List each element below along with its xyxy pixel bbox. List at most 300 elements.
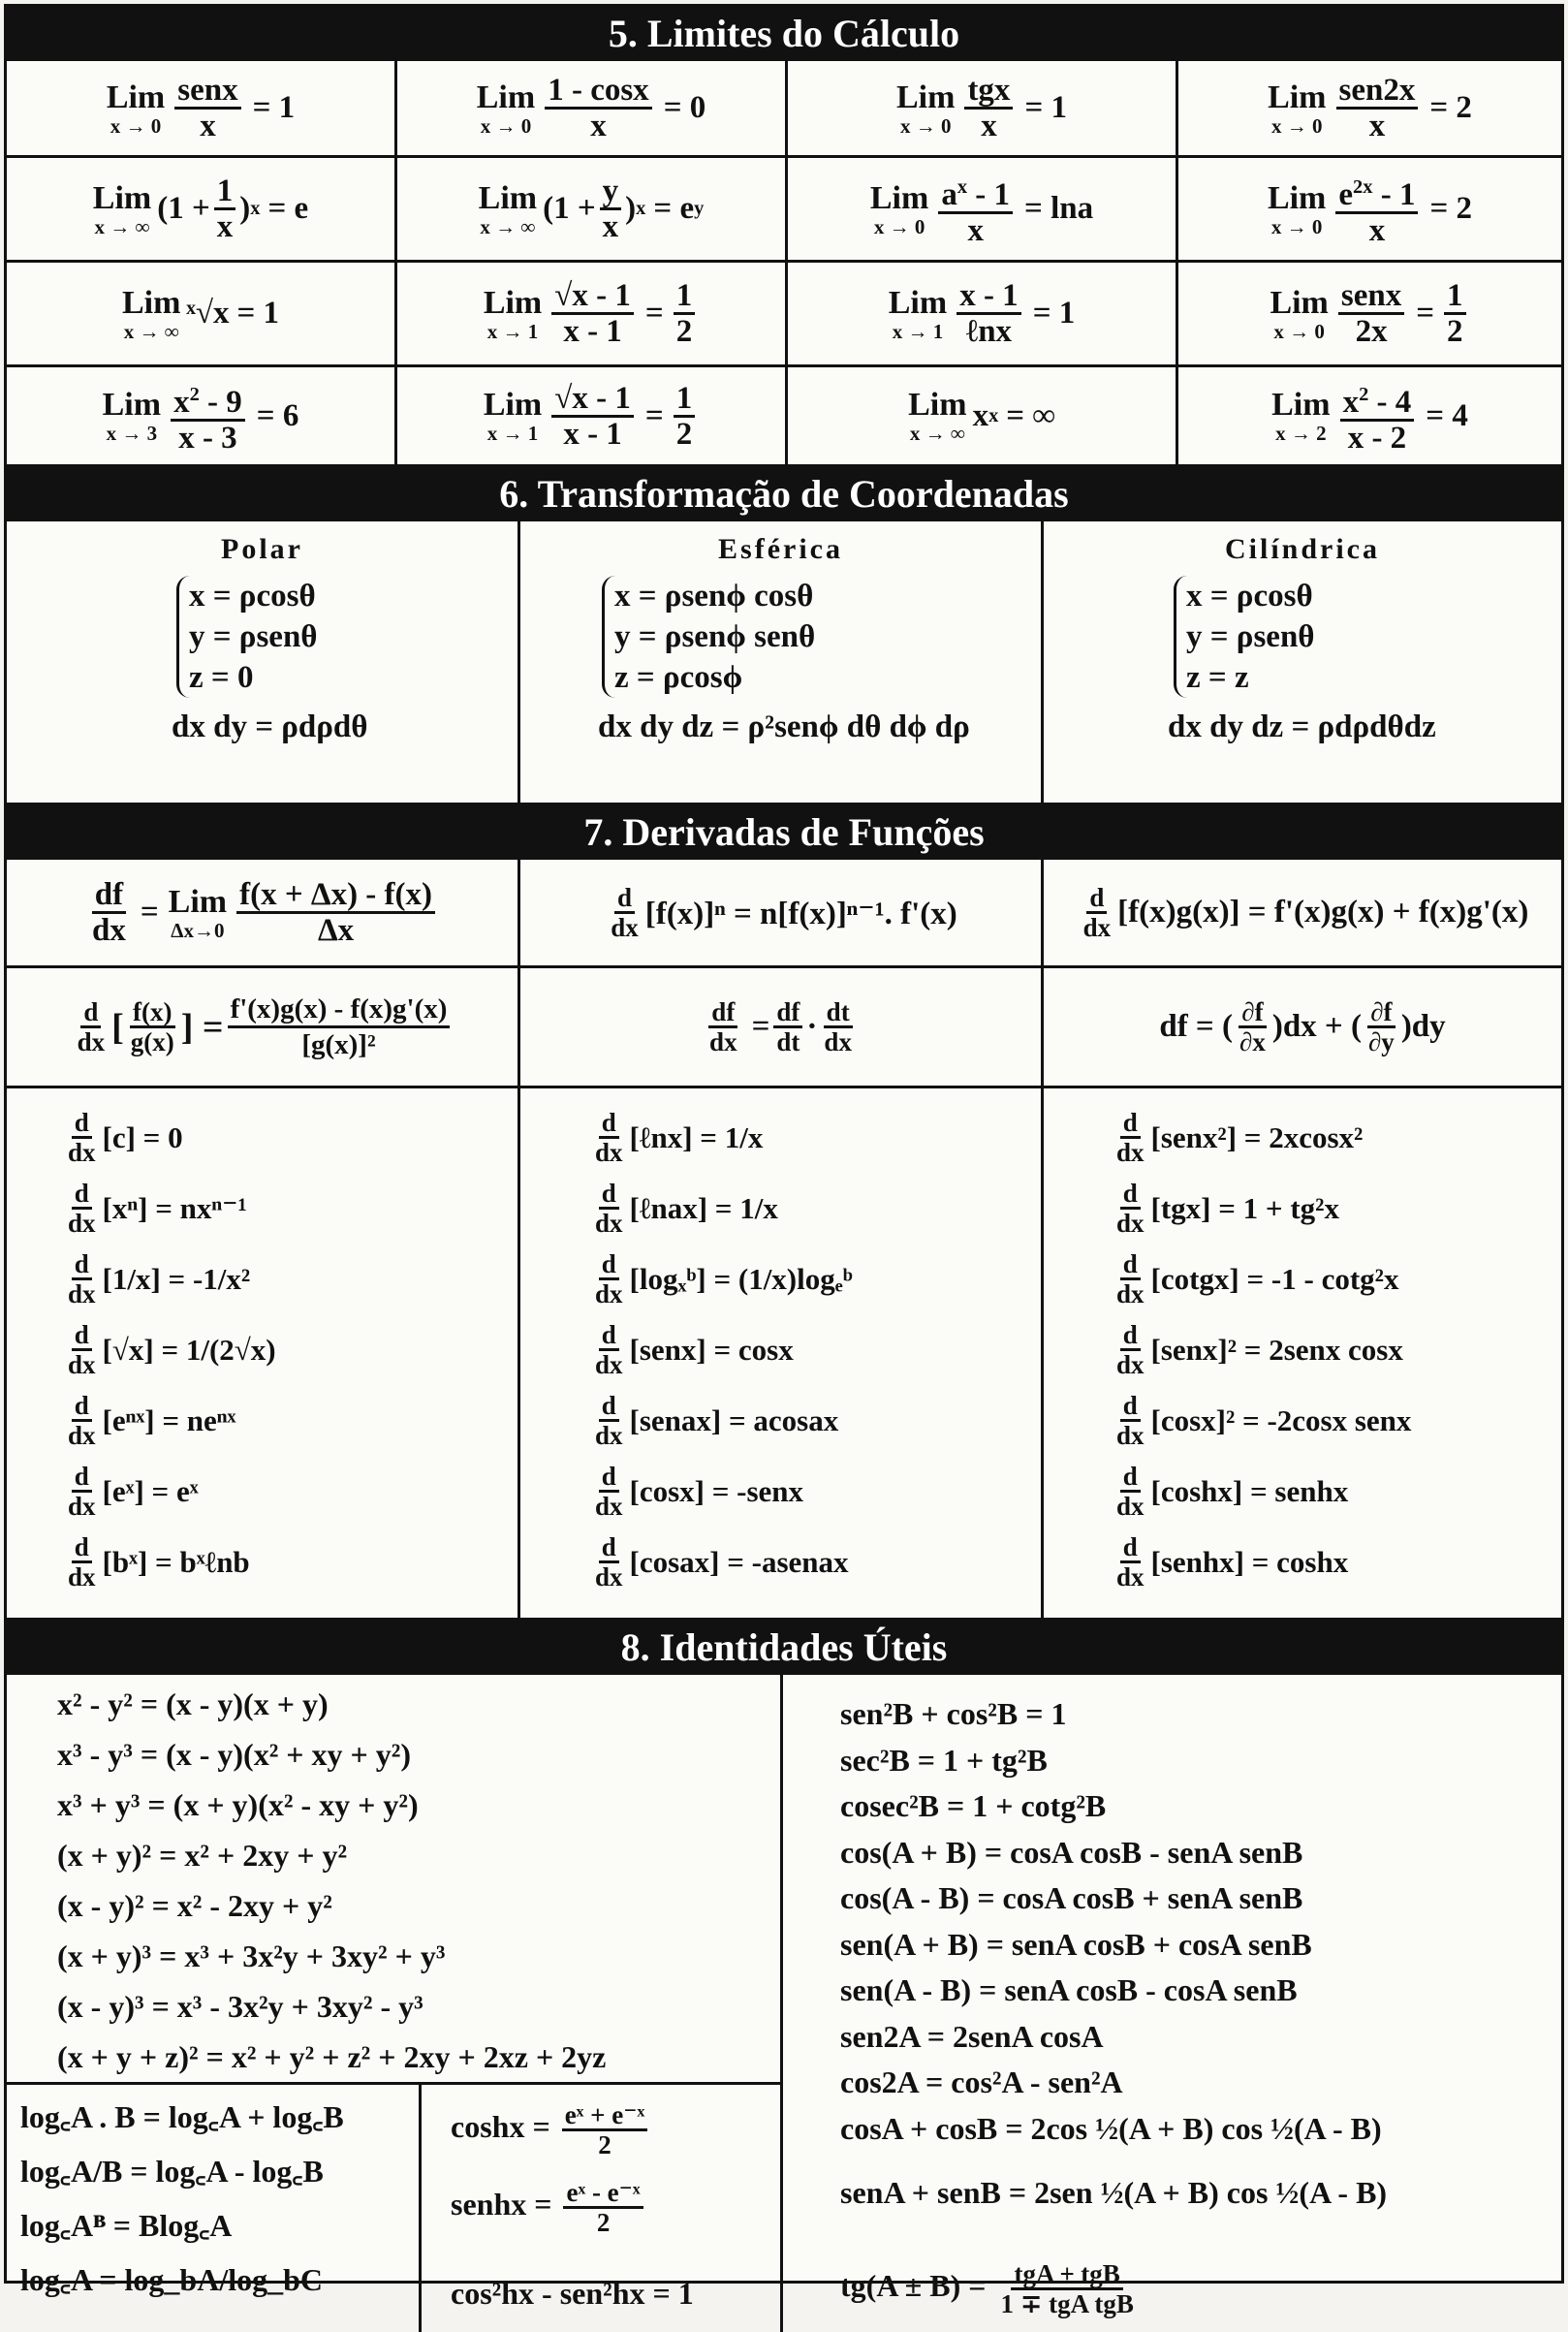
- derivative-formula: [61, 1244, 517, 1314]
- limit-word: Lim: [476, 79, 536, 115]
- derivatives-table: [7, 860, 1561, 1088]
- polar-eq-z: z = 0: [189, 660, 254, 695]
- limit-cell: [397, 263, 788, 367]
- limit-subscript: x → 3: [106, 422, 158, 445]
- dt-dx: [821, 998, 855, 1056]
- fraction-denominator: x: [200, 109, 216, 143]
- fraction-denominator: 1 ∓ tgA tgB: [1000, 2289, 1134, 2318]
- limit-subscript: x → 0: [1271, 113, 1323, 138]
- limit-result: = 2: [1429, 90, 1472, 125]
- fraction-denominator: dx: [595, 1492, 623, 1521]
- limit-cell: [1178, 158, 1561, 263]
- fraction-denominator: dx: [1116, 1562, 1145, 1591]
- limit-expression: (1 +: [543, 191, 596, 226]
- limit-subscript: x → 0: [1270, 214, 1323, 238]
- fraction-numerator: [214, 174, 236, 210]
- derivative-text: [1/x] = -1/x²: [102, 1262, 251, 1296]
- result-fraction: [674, 382, 696, 451]
- polar-jacobian: dx dy = ρdρdθ: [172, 709, 368, 744]
- limit-result: = e: [267, 191, 309, 226]
- trig-identity: sen(A - B) = senA cosB - cosA senB: [840, 1972, 1298, 2007]
- fraction-numerator: tgA ± tgB: [1011, 2260, 1122, 2290]
- fraction-numerator: d: [1086, 884, 1107, 914]
- derivative-formula: [588, 1314, 1041, 1385]
- senh-fraction: [563, 2179, 643, 2236]
- d-dx-operator: [65, 1392, 99, 1449]
- derivative-formula: [61, 1102, 517, 1173]
- d-dx-operator: [65, 1109, 99, 1166]
- limit-word: Lim: [1271, 387, 1331, 423]
- fraction-denominator: dx: [595, 1209, 623, 1238]
- limit-result: =: [1416, 296, 1435, 331]
- trig-identity: cos(A - B) = cosA cosB + senA senB: [840, 1880, 1303, 1915]
- derivative-formula: [588, 1456, 1041, 1527]
- derivative-text: [senhx] = coshx: [1150, 1545, 1349, 1579]
- d-dx-operator: [65, 1180, 99, 1237]
- algebraic-identity: (x + y + z)² = x² + y² + z² + 2xy + 2xz + 2yz: [57, 2039, 607, 2074]
- numerator-text: a: [941, 177, 957, 212]
- fraction-denominator: 2: [596, 2208, 611, 2237]
- limit-operator: [1271, 388, 1330, 444]
- numerator-text: x: [1342, 384, 1360, 420]
- numerator-text: x: [173, 384, 190, 420]
- fraction-numerator: f(x): [130, 998, 174, 1028]
- derivative-formula: [588, 1527, 1041, 1597]
- limit-result: =: [644, 397, 664, 433]
- quotient-rule: [7, 968, 520, 1088]
- algebraic-identity: (x - y)³ = x³ - 3x²y + 3xy² - y³: [57, 1989, 423, 2024]
- fraction-denominator: dx: [1116, 1350, 1145, 1379]
- fraction-denominator: dx: [68, 1492, 96, 1521]
- limit-result: = ∞: [1006, 397, 1055, 433]
- numerator-exponent: x: [956, 176, 968, 198]
- difference-quotient: [236, 878, 435, 947]
- fraction-numerator: d: [599, 1250, 619, 1280]
- d-dx-operator: [592, 1250, 626, 1308]
- derivative-text: [senax] = acosax: [629, 1403, 839, 1437]
- fraction-numerator: [551, 382, 634, 418]
- derivative-formula: [588, 1244, 1041, 1314]
- derivative-list: [520, 1088, 1041, 1597]
- total-diff-part: )dx + (: [1271, 1009, 1362, 1044]
- fraction-numerator: eˣ - e⁻ˣ: [563, 2179, 643, 2209]
- derivative-text: [senx] = cosx: [629, 1333, 794, 1367]
- fraction-numerator: d: [1120, 1180, 1141, 1210]
- result-fraction: [674, 279, 696, 348]
- derivative-text: [ℓnax] = 1/x: [629, 1191, 778, 1225]
- partial-x: [1237, 998, 1269, 1056]
- fraction-denominator: dx: [68, 1421, 96, 1450]
- limit-expression: x: [972, 397, 989, 433]
- limit-cell: [1178, 61, 1561, 158]
- limit-subscript: x → 0: [480, 113, 532, 138]
- limit-subscript: Δx→0: [171, 918, 225, 942]
- fraction-denominator: x - 1: [563, 416, 622, 452]
- result-fraction: [1444, 279, 1466, 348]
- trig-identity: cos(A + B) = cosA cosB - senA senB: [840, 1834, 1303, 1870]
- cylindrical-jacobian: dx dy dz = ρdρdθdz: [1168, 709, 1436, 744]
- limit-expression: (1 +: [157, 191, 210, 226]
- derivative-text: [ℓnx] = 1/x: [629, 1120, 764, 1154]
- d-dx-operator: [1113, 1392, 1147, 1449]
- identities-area: [7, 1675, 1561, 2332]
- fraction-denominator: x - 1: [563, 314, 622, 349]
- df-dx-fraction: [89, 878, 129, 947]
- algebraic-identity: x² - y² = (x - y)(x + y): [57, 1686, 329, 1721]
- spherical-eq-y: y = ρsenϕ senθ: [614, 619, 816, 654]
- limit-word: Lim: [121, 284, 181, 321]
- limit-subscript: x → ∞: [94, 214, 150, 238]
- limit-operator: [103, 388, 161, 444]
- numerator-tail: - 1: [1372, 177, 1416, 212]
- fraction-denominator: x: [967, 213, 984, 248]
- limit-word: Lim: [1270, 284, 1329, 321]
- limit-operator: [484, 388, 542, 444]
- fraction-numerator: 1: [674, 279, 696, 315]
- fraction-denominator: Δx: [317, 913, 355, 948]
- cylindrical-eq-z: z = z: [1186, 660, 1249, 695]
- numerator-exponent: 2x: [1353, 176, 1373, 198]
- fraction-denominator: dx: [77, 1027, 106, 1056]
- logarithm-identity: log꜀A/B = log꜀A - log꜀B: [20, 2154, 324, 2189]
- derivative-text: [senx²] = 2xcosx²: [1150, 1120, 1364, 1154]
- limit-operator: [107, 80, 165, 137]
- numerator-text: tgx: [967, 73, 1011, 108]
- fraction-numerator: d: [72, 1321, 92, 1351]
- derivative-formula: [588, 1102, 1041, 1173]
- power-rule-text: [f(x)]ⁿ = n[f(x)]ⁿ⁻¹. f'(x): [644, 896, 957, 931]
- section-header-derivatives: 7. Derivadas de Funções: [7, 805, 1561, 860]
- row-divider: [7, 2082, 780, 2085]
- fraction-numerator: [956, 279, 1021, 315]
- trig-identity: cosec²B = 1 + cotg²B: [840, 1788, 1107, 1823]
- limit-operator: [889, 286, 947, 342]
- f-over-g: [128, 998, 177, 1056]
- limit-operator: [1270, 286, 1328, 342]
- trig-identity: senA + senB = 2sen ½(A + B) cos ½(A - B): [840, 2175, 1388, 2210]
- derivative-formula: [1110, 1173, 1561, 1244]
- polar-eq-y: y = ρsenθ: [189, 619, 318, 654]
- spherical-jacobian: dx dy dz = ρ²senϕ dθ dϕ dρ: [598, 709, 970, 744]
- numerator-text: y: [602, 173, 619, 208]
- bracket-open: [: [111, 1006, 124, 1048]
- spherical-eq-z: z = ρcosϕ: [614, 660, 743, 695]
- limit-result: = 2: [1429, 191, 1473, 226]
- fraction-numerator: eˣ + e⁻ˣ: [562, 2101, 648, 2131]
- limit-fraction: [174, 74, 240, 142]
- d-dx-operator: [65, 1533, 99, 1591]
- fraction-denominator: 2: [1447, 314, 1463, 349]
- fraction-numerator: ∂f: [1239, 998, 1266, 1028]
- fraction-denominator: dx: [595, 1350, 623, 1379]
- equals-sign: =: [751, 1009, 770, 1044]
- fraction-numerator: 1: [1444, 279, 1466, 315]
- section-header-identities: 8. Identidades Úteis: [7, 1621, 1561, 1675]
- d-dx-operator: [592, 1321, 626, 1378]
- cylindrical-eq-y: y = ρsenθ: [1186, 619, 1315, 654]
- trig-identity: cosA + cosB = 2cos ½(A + B) cos ½(A - B): [840, 2111, 1382, 2146]
- fraction-denominator: x: [216, 209, 234, 244]
- fraction-numerator: d: [599, 1109, 619, 1139]
- derivative-formula: [61, 1314, 517, 1385]
- fraction-numerator: d: [72, 1109, 92, 1139]
- column-divider: [780, 1675, 783, 2332]
- fraction-denominator: 2: [598, 2130, 612, 2159]
- bracket-close: ] =: [180, 1006, 224, 1048]
- numerator-text: 1: [216, 173, 234, 208]
- limit-expression-tail: ): [625, 191, 637, 226]
- limit-fraction: [214, 174, 236, 243]
- limit-exponent: x: [636, 198, 646, 219]
- formula-sheet: [4, 4, 1564, 2318]
- limit-exponent: x: [250, 198, 261, 219]
- trig-identity: sec²B = 1 + tg²B: [840, 1742, 1048, 1778]
- fraction-numerator: [1335, 171, 1418, 214]
- fraction-numerator: df: [708, 998, 737, 1028]
- tangent-sum-fraction: [997, 2260, 1136, 2317]
- fraction-denominator: 2x: [1355, 314, 1388, 349]
- limit-fraction: [1338, 279, 1404, 348]
- fraction-denominator: ∂y: [1367, 1027, 1395, 1056]
- spherical-title: Esférica: [718, 533, 843, 565]
- derivative-text: [eⁿˣ] = neⁿˣ: [102, 1403, 236, 1437]
- cylindrical-title: Cilíndrica: [1224, 533, 1380, 565]
- limit-fraction: [171, 378, 245, 455]
- fraction-numerator: d: [72, 1463, 92, 1493]
- algebraic-identity: x³ - y³ = (x - y)(x² + xy + y²): [57, 1737, 412, 1772]
- fraction-denominator: dx: [91, 913, 126, 948]
- fraction-numerator: d: [599, 1463, 619, 1493]
- derivative-text: [bˣ] = bˣℓnb: [102, 1545, 250, 1579]
- fraction-numerator: d: [599, 1533, 619, 1563]
- limit-cell: [1178, 263, 1561, 367]
- column-divider: [419, 2082, 422, 2332]
- spherical-system: [602, 576, 815, 698]
- limit-fraction: [956, 279, 1021, 348]
- df-dx: [706, 998, 740, 1056]
- limit-cell: [788, 158, 1178, 263]
- limit-fraction: [1335, 171, 1418, 247]
- numerator-tail: - 1: [967, 177, 1011, 212]
- derivative-text: [√x] = 1/(2√x): [102, 1333, 276, 1367]
- logarithm-identity: log꜀A . B = log꜀A + log꜀B: [20, 2099, 344, 2134]
- hyperbolic-identity: cos²hx - sen²hx = 1: [451, 2276, 694, 2311]
- numerator-text: √x - 1: [554, 278, 631, 313]
- limit-cell: [788, 367, 1178, 464]
- fraction-numerator: df: [773, 998, 802, 1028]
- limit-operator: [93, 181, 151, 237]
- fraction-numerator: d: [599, 1392, 619, 1422]
- fraction-denominator: dx: [595, 1562, 623, 1591]
- spherical-eq-x: x = ρsenϕ cosθ: [614, 579, 814, 614]
- fraction-denominator: dx: [1116, 1279, 1145, 1308]
- fraction-denominator: x - 3: [178, 420, 237, 456]
- senh-label: senhx =: [451, 2186, 552, 2222]
- limit-expression: ˣ√x: [186, 296, 230, 331]
- fraction-denominator: ℓnx: [965, 314, 1013, 349]
- derivative-formula: [1110, 1385, 1561, 1456]
- trig-identity: sen(A + B) = senA cosB + cosA senB: [840, 1926, 1312, 1962]
- numerator-tail: - 9: [199, 384, 242, 420]
- fraction-denominator: 2: [675, 314, 693, 349]
- cylindrical-column: [1044, 521, 1561, 803]
- d-dx-operator: [65, 1250, 99, 1308]
- polar-eq-x: x = ρcosθ: [189, 579, 316, 614]
- numerator-text: 1 - cosx: [548, 73, 649, 108]
- limit-cell: [788, 61, 1178, 158]
- fraction-numerator: d: [1120, 1392, 1141, 1422]
- d-dx-operator: [1113, 1109, 1147, 1166]
- fraction-denominator: ∂x: [1239, 1027, 1266, 1056]
- limit-word: Lim: [478, 179, 538, 216]
- numerator-exponent: 2: [189, 383, 200, 405]
- dot-operator: ·: [806, 1009, 818, 1044]
- limit-result: = 1: [236, 296, 280, 331]
- d-dx-operator: [65, 1321, 99, 1378]
- senh-definition: [451, 2179, 647, 2236]
- limit-word: Lim: [869, 179, 929, 216]
- d-dx-operator: [608, 884, 642, 941]
- section-header-limits: 5. Limites do Cálculo: [7, 7, 1561, 61]
- limit-result: = lna: [1024, 191, 1094, 226]
- limit-fraction: [551, 279, 634, 348]
- limit-subscript: x → 1: [486, 422, 539, 445]
- derivative-formula: [1110, 1102, 1561, 1173]
- limit-cell: [7, 61, 397, 158]
- limit-result: = 6: [256, 397, 299, 433]
- derivative-formula: [588, 1385, 1041, 1456]
- cylindrical-system: [1174, 576, 1315, 698]
- derivative-list: [1044, 1088, 1561, 1597]
- limit-operator: [1268, 80, 1326, 137]
- limit-subscript: x → 0: [110, 113, 162, 138]
- derivative-text: [c] = 0: [102, 1120, 183, 1154]
- quotient-rule-fraction: [228, 993, 451, 1061]
- limit-subscript: x → 0: [899, 113, 952, 138]
- limit-expression-tail: ): [239, 191, 251, 226]
- derivative-formula: [61, 1456, 517, 1527]
- fraction-denominator: dx: [595, 1279, 623, 1308]
- numerator-exponent: 2: [1359, 383, 1369, 405]
- fraction-denominator: x: [981, 109, 997, 143]
- derivative-list-col1: [7, 1088, 520, 1618]
- fraction-numerator: [938, 171, 1013, 214]
- fraction-denominator: x: [590, 109, 607, 143]
- limit-result: =: [644, 296, 664, 331]
- fraction-numerator: [1338, 279, 1404, 315]
- limit-cell: [788, 263, 1178, 367]
- limit-fraction: [600, 174, 622, 243]
- fraction-numerator: d: [614, 884, 635, 914]
- algebraic-identity: (x + y)² = x² + 2xy + y²: [57, 1838, 348, 1873]
- df-dt: [773, 998, 802, 1056]
- derivative-formula: [61, 1385, 517, 1456]
- fraction-numerator: d: [1120, 1250, 1141, 1280]
- spherical-column: [520, 521, 1044, 803]
- limit-operator: [870, 181, 928, 237]
- fraction-denominator: dx: [595, 1421, 623, 1450]
- limit-cell: [397, 158, 788, 263]
- limit-cell: [7, 367, 397, 464]
- limit-operator: [169, 885, 227, 941]
- numerator-text: sen2x: [1338, 73, 1416, 108]
- derivative-formula: [61, 1527, 517, 1597]
- equals-sign: =: [140, 895, 159, 930]
- limit-operator: [484, 286, 542, 342]
- limit-result: = 0: [663, 90, 706, 125]
- d-dx-operator: [592, 1180, 626, 1237]
- limit-word: Lim: [483, 387, 543, 423]
- fraction-numerator: [1336, 74, 1419, 110]
- numerator-tail: - 4: [1368, 384, 1412, 420]
- limit-word: Lim: [168, 883, 228, 920]
- limit-cell: [1178, 367, 1561, 464]
- fraction-denominator: dx: [68, 1562, 96, 1591]
- derivative-formula: [61, 1173, 517, 1244]
- derivative-list-col3: [1044, 1088, 1561, 1618]
- chain-rule: [520, 968, 1044, 1088]
- limit-cell: [7, 263, 397, 367]
- limit-word: Lim: [106, 79, 166, 115]
- fraction-denominator: dx: [68, 1350, 96, 1379]
- algebraic-identity: (x - y)² = x² - 2xy + y²: [57, 1888, 332, 1923]
- fraction-denominator: dx: [824, 1027, 852, 1056]
- section-header-coordinates: 6. Transformação de Coordenadas: [7, 464, 1561, 521]
- fraction-numerator: 1: [674, 382, 696, 418]
- limit-fraction: [1336, 74, 1419, 142]
- fraction-denominator: x: [1368, 213, 1386, 248]
- limit-fraction: [964, 74, 1013, 142]
- derivative-text: [cotgx] = -1 - cotg²x: [1150, 1262, 1399, 1296]
- d-dx-operator: [65, 1463, 99, 1520]
- fraction-numerator: dt: [824, 998, 853, 1028]
- limit-word: Lim: [888, 284, 948, 321]
- fraction-numerator: [964, 74, 1013, 110]
- limit-word: Lim: [895, 79, 956, 115]
- limit-result: = 1: [1024, 90, 1067, 125]
- fraction-numerator: [600, 174, 622, 210]
- algebraic-identity: (x + y)³ = x³ + 3x²y + 3xy² + y³: [57, 1938, 446, 1973]
- derivative-text: [tgx] = 1 + tg²x: [1150, 1191, 1339, 1225]
- fraction-numerator: [545, 74, 651, 110]
- fraction-numerator: [551, 279, 634, 315]
- d-dx-operator: [1113, 1250, 1147, 1308]
- numerator-text: senx: [1340, 278, 1402, 313]
- coordinates-table: [7, 521, 1561, 805]
- fraction-numerator: d: [599, 1321, 619, 1351]
- fraction-denominator: dx: [1082, 913, 1112, 942]
- fraction-numerator: d: [599, 1180, 619, 1210]
- derivative-formula: [1110, 1244, 1561, 1314]
- trig-identity: cos2A = cos²A - sen²A: [840, 2064, 1123, 2099]
- d-dx-operator: [592, 1392, 626, 1449]
- limit-word: Lim: [1267, 179, 1327, 216]
- derivative-text: [cosax] = -asenax: [629, 1545, 849, 1579]
- limits-table: [7, 61, 1561, 464]
- logarithm-identity: log꜀Aᴮ = Blog꜀A: [20, 2208, 233, 2243]
- derivative-text: [coshx] = senhx: [1150, 1474, 1349, 1508]
- fraction-numerator: d: [72, 1250, 92, 1280]
- fraction-denominator: dx: [68, 1209, 96, 1238]
- fraction-denominator: dx: [68, 1279, 96, 1308]
- derivative-text: [xⁿ] = nxⁿ⁻¹: [102, 1191, 247, 1225]
- derivative-definition: [7, 860, 520, 968]
- fraction-denominator: dx: [68, 1138, 96, 1167]
- derivative-text: [cosx] = -senx: [629, 1474, 804, 1508]
- d-dx-operator: [1081, 884, 1114, 941]
- derivative-formula: [588, 1173, 1041, 1244]
- total-diff-part: )dy: [1400, 1009, 1446, 1044]
